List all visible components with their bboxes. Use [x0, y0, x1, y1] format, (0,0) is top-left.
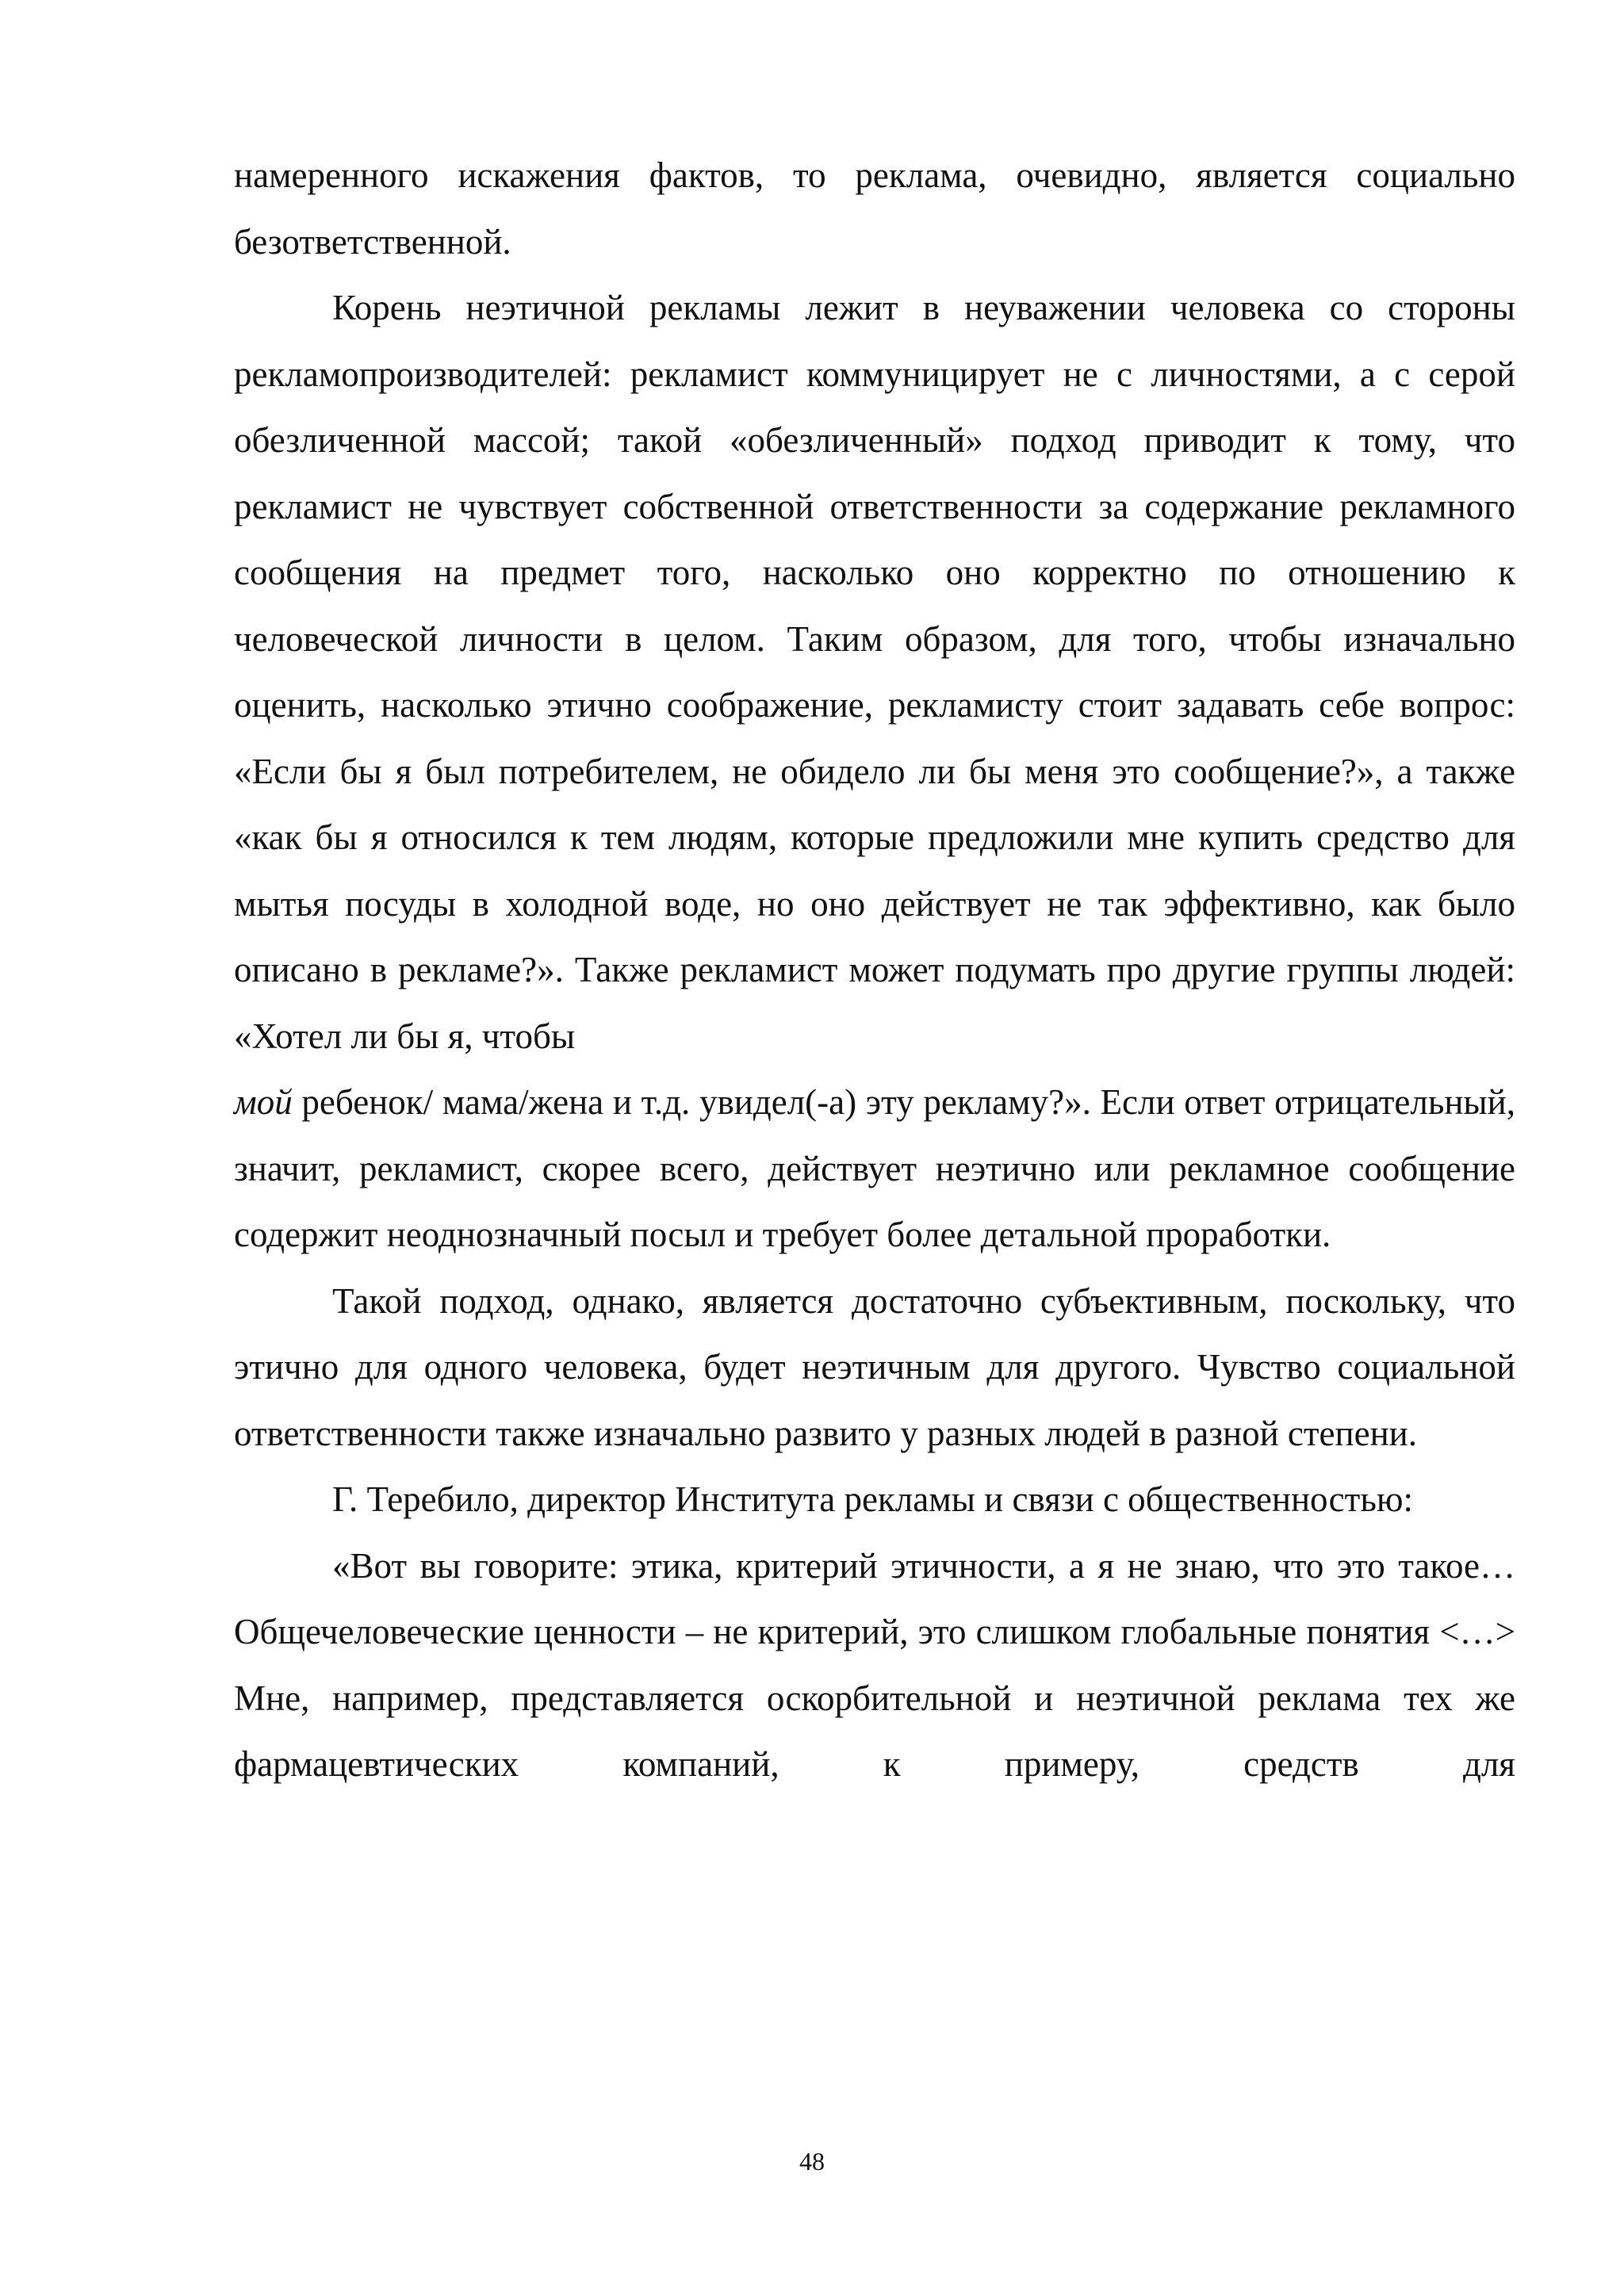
paragraph-4: Г. Теребило, директор Института рекламы и связи с общественностью:: [332, 1479, 1413, 1519]
paragraph-2-italic-word: мой: [234, 1082, 293, 1122]
body-text: [234, 143, 1515, 1798]
paragraph-1: намеренного искажения фактов, то реклама, очевидно, является социально безответственной.: [234, 155, 1515, 262]
page-number: 48: [799, 2147, 825, 2175]
paragraph-2-text-after: ребенок/ мама/жена и т.д. увидел(-а) эту рекламу?». Если ответ отрицательный, значит, рекламист, скорее всего, действует неэтично или рекламное сообщение содержит неоднозначный посыл и требует более детальной проработки.: [234, 1082, 1515, 1254]
paragraph-2-text-before: Корень неэтичной рекламы лежит в неуважении человека со стороны рекламопроизводителей: рекламист коммуницирует не с личностями, а с серой обезличенной массой; такой «обезличенный» подход приводит к тому, что рекламист не чувствует собственной ответственности за содержание рекламного сообщения на предмет того, насколько оно корректно по отношению к человеческой личности в целом. Таким образом, для того, чтобы изначально оценить, насколько этично соображение, рекламисту стоит задавать себе вопрос: «Если бы я был потребителем, не обидело ли бы меня это сообщение?», а также «как бы я относился к тем людям, которые предложили мне купить средство для мытья посуды в холодной воде, но оно действует не так эффективно, как было описано в рекламе?». Также рекламист может подумать про другие группы людей: «Хотел ли бы я, чтобы: [234, 288, 1515, 1056]
paragraph-3: Такой подход, однако, является достаточно субъективным, поскольку, что этично для одного человека, будет неэтичным для другого. Чувство социальной ответственности также изначально развито у разных людей в разной степени.: [234, 1280, 1515, 1453]
paragraph-5: «Вот вы говорите: этика, критерий этичности, а я не знаю, что это такое… Общечеловеческие ценности – не критерий, это слишком глобальные понятия <…> Мне, например, представляется оскорбительной и неэтичной реклама тех же фармацевтических компаний, к примеру, средств для: [234, 1545, 1515, 1784]
paragraph-2: [234, 275, 1515, 1269]
